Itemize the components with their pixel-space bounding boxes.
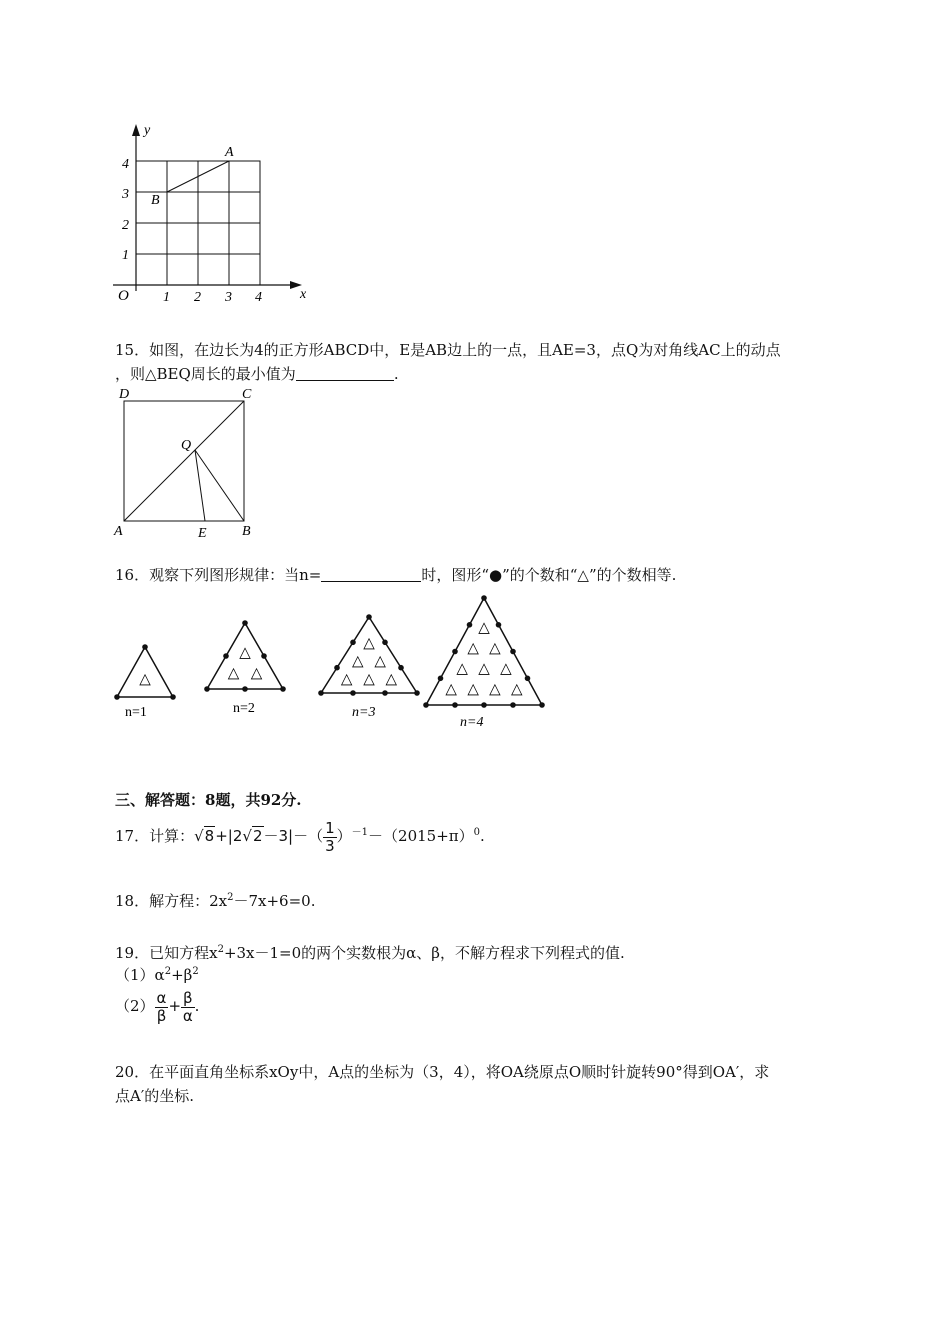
fraction-alpha-over-beta — [155, 990, 169, 1025]
inner-triangle-icon: △ — [489, 681, 501, 698]
inner-triangle-icon: △ — [456, 660, 468, 677]
question-17-prompt: 17．计算： — [115, 827, 195, 845]
segment-qb — [195, 450, 244, 521]
plus-sign: + — [168, 997, 182, 1015]
question-19-part-2 — [115, 986, 199, 1030]
question-20-line-2: 点A′的坐标. — [115, 1087, 195, 1105]
inner-triangle-icon: △ — [374, 653, 386, 670]
fraction-numerator: α — [156, 988, 167, 1007]
point-a-label: A — [225, 145, 234, 160]
pattern-dot — [350, 690, 356, 696]
y-tick-4: 4 — [122, 157, 129, 172]
pattern-dot — [142, 644, 148, 650]
pattern-dot — [350, 640, 356, 646]
vertex-c-label: C — [242, 387, 252, 402]
pattern-dot — [242, 620, 248, 626]
pattern-dot — [481, 702, 487, 708]
question-17 — [115, 818, 485, 858]
segment-qe — [195, 450, 205, 521]
pattern-dot — [261, 653, 267, 659]
inner-triangle-icon: △ — [489, 640, 501, 657]
answer-blank-15[interactable] — [296, 365, 394, 381]
period: . — [480, 827, 485, 845]
inner-triangle-icon: △ — [478, 619, 490, 636]
x-tick-3: 3 — [225, 290, 232, 305]
fraction-one-third — [323, 820, 337, 855]
question-20-line-1: 20．在平面直角坐标系xOy中，A点的坐标为（3，4），将OA绕原点O顺时针旋转90°得到OA′，求 — [115, 1063, 770, 1081]
pattern-outline-n4 — [426, 598, 542, 705]
answer-blank-16[interactable] — [321, 566, 421, 582]
x-axis-label: x — [300, 287, 307, 302]
exponent-two: 2 — [227, 892, 234, 903]
inner-triangle-icon: △ — [478, 660, 490, 677]
fraction-beta-over-alpha — [181, 990, 195, 1025]
question-17-tail: －（2015+π） — [368, 827, 474, 845]
question-18-prompt: 18．解方程：2x — [115, 892, 228, 910]
exponent-two: 2 — [192, 966, 199, 977]
pattern-label-n1: n=1 — [125, 705, 147, 720]
question-15-prompt: ，则△BEQ周长的最小值为 — [115, 365, 296, 383]
abs-open: |2 — [227, 827, 243, 845]
pattern-dot — [334, 665, 340, 671]
pattern-dot — [366, 614, 372, 620]
x-tick-2: 2 — [194, 290, 201, 305]
sqrt-8-radicand: 8 — [204, 827, 215, 845]
inner-triangle-icon: △ — [250, 665, 263, 682]
inner-triangle-icon: △ — [340, 671, 353, 688]
question-19 — [115, 940, 625, 963]
x-tick-4: 4 — [255, 290, 262, 305]
inner-triangle-icon: △ — [445, 681, 457, 698]
fraction-denominator: α — [182, 1006, 193, 1025]
plus-beta: +β — [171, 966, 193, 984]
question-19-rest: +3x－1=0的两个实数根为α、β，不解方程求下列程式的值. — [223, 944, 625, 962]
inner-triangle-icon: △ — [385, 671, 398, 688]
pattern-dot — [452, 649, 458, 655]
point-e-label: E — [198, 526, 207, 541]
pattern-label-n4: n=4 — [460, 715, 484, 730]
vertex-d-label: D — [119, 387, 130, 402]
pattern-dot — [496, 622, 502, 628]
inner-triangle-icon: △ — [363, 635, 375, 652]
inner-triangle-icon: △ — [500, 660, 512, 677]
inner-triangle-icon: △ — [352, 653, 364, 670]
pattern-dot — [204, 686, 210, 692]
pattern-dot — [318, 690, 324, 696]
vertex-b-label: B — [242, 524, 251, 539]
pattern-dot — [510, 649, 516, 655]
question-18 — [115, 888, 315, 911]
pattern-dot — [452, 702, 458, 708]
y-tick-1: 1 — [122, 248, 129, 263]
inner-triangle-icon: △ — [139, 671, 151, 688]
question-16 — [115, 565, 676, 585]
origin-label: O — [118, 288, 129, 304]
pattern-dot — [114, 694, 120, 700]
pattern-dot — [525, 676, 531, 682]
y-axis-label: y — [144, 123, 151, 138]
grid-coordinate-figure — [105, 118, 320, 308]
inner-triangle-icon: △ — [467, 681, 479, 698]
question-19-part-1 — [115, 962, 199, 985]
fraction-numerator: β — [183, 988, 193, 1007]
inner-triangle-icon: △ — [363, 671, 375, 688]
pattern-dot — [170, 694, 176, 700]
close-paren: ） — [336, 827, 352, 845]
abs-rest: －3|－（ — [263, 827, 324, 845]
y-axis-arrow — [132, 124, 140, 136]
fraction-denominator: β — [156, 1006, 167, 1025]
inner-triangle-icon: △ — [227, 665, 240, 682]
question-15-line-2 — [115, 364, 399, 384]
pattern-label-n2: n=2 — [233, 701, 255, 716]
pattern-dot — [398, 665, 404, 671]
question-16-rest: 时，图形“●”的个数和“△”的个数相等. — [421, 566, 677, 584]
pattern-dot — [481, 595, 487, 601]
vertex-a-label: A — [114, 524, 123, 539]
question-18-rest: －7x+6=0. — [233, 892, 316, 910]
question-19-prompt: 19．已知方程x — [115, 944, 218, 962]
inner-triangle-icon: △ — [239, 644, 251, 661]
sqrt-2-radicand: 2 — [252, 827, 263, 845]
plus-sign: + — [215, 827, 228, 845]
pattern-dot — [280, 686, 286, 692]
pattern-dot — [423, 702, 429, 708]
x-tick-1: 1 — [163, 290, 170, 305]
sqrt-8: √8 — [194, 827, 215, 845]
square-abcd-figure — [110, 384, 260, 544]
pattern-dot — [242, 686, 248, 692]
pattern-dot — [382, 690, 388, 696]
triangle-pattern-figure — [105, 590, 555, 730]
y-tick-2: 2 — [122, 218, 129, 233]
pattern-dot — [539, 702, 545, 708]
pattern-dot — [467, 622, 473, 628]
inner-triangle-icon: △ — [467, 640, 479, 657]
exponent-two: 2 — [217, 944, 224, 955]
part-1-label: （1）α — [115, 966, 165, 984]
pattern-dot — [438, 676, 444, 682]
pattern-dot — [510, 702, 516, 708]
inner-triangle-icon: △ — [511, 681, 523, 698]
diagonal-ac — [124, 401, 244, 521]
pattern-dot — [414, 690, 420, 696]
fraction-numerator: 1 — [325, 818, 335, 837]
period: . — [393, 365, 399, 383]
fraction-denominator: 3 — [325, 836, 335, 855]
exponent-two: 2 — [164, 966, 172, 977]
point-q-label: Q — [181, 438, 192, 453]
pattern-label-n3: n=3 — [352, 705, 376, 720]
sqrt-2: √2 — [242, 827, 263, 845]
question-16-prompt: 16．观察下列图形规律：当n= — [115, 566, 322, 584]
part-2-label: （2） — [115, 997, 155, 1015]
period: . — [194, 997, 200, 1015]
pattern-dot — [223, 653, 229, 659]
question-15-line-1: 15．如图，在边长为4的正方形ABCD中，E是AB边上的一点，且AE=3，点Q为对角线AC上的动点 — [115, 341, 781, 359]
y-tick-3: 3 — [122, 187, 129, 202]
exponent-zero: 0 — [473, 827, 481, 838]
point-b-label: B — [151, 193, 160, 208]
section-3-heading: 三、解答题：8题，共92分. — [115, 791, 302, 809]
grid-lines — [136, 161, 260, 285]
exponent-neg-one: －1 — [351, 827, 369, 838]
pattern-dot — [382, 640, 388, 646]
